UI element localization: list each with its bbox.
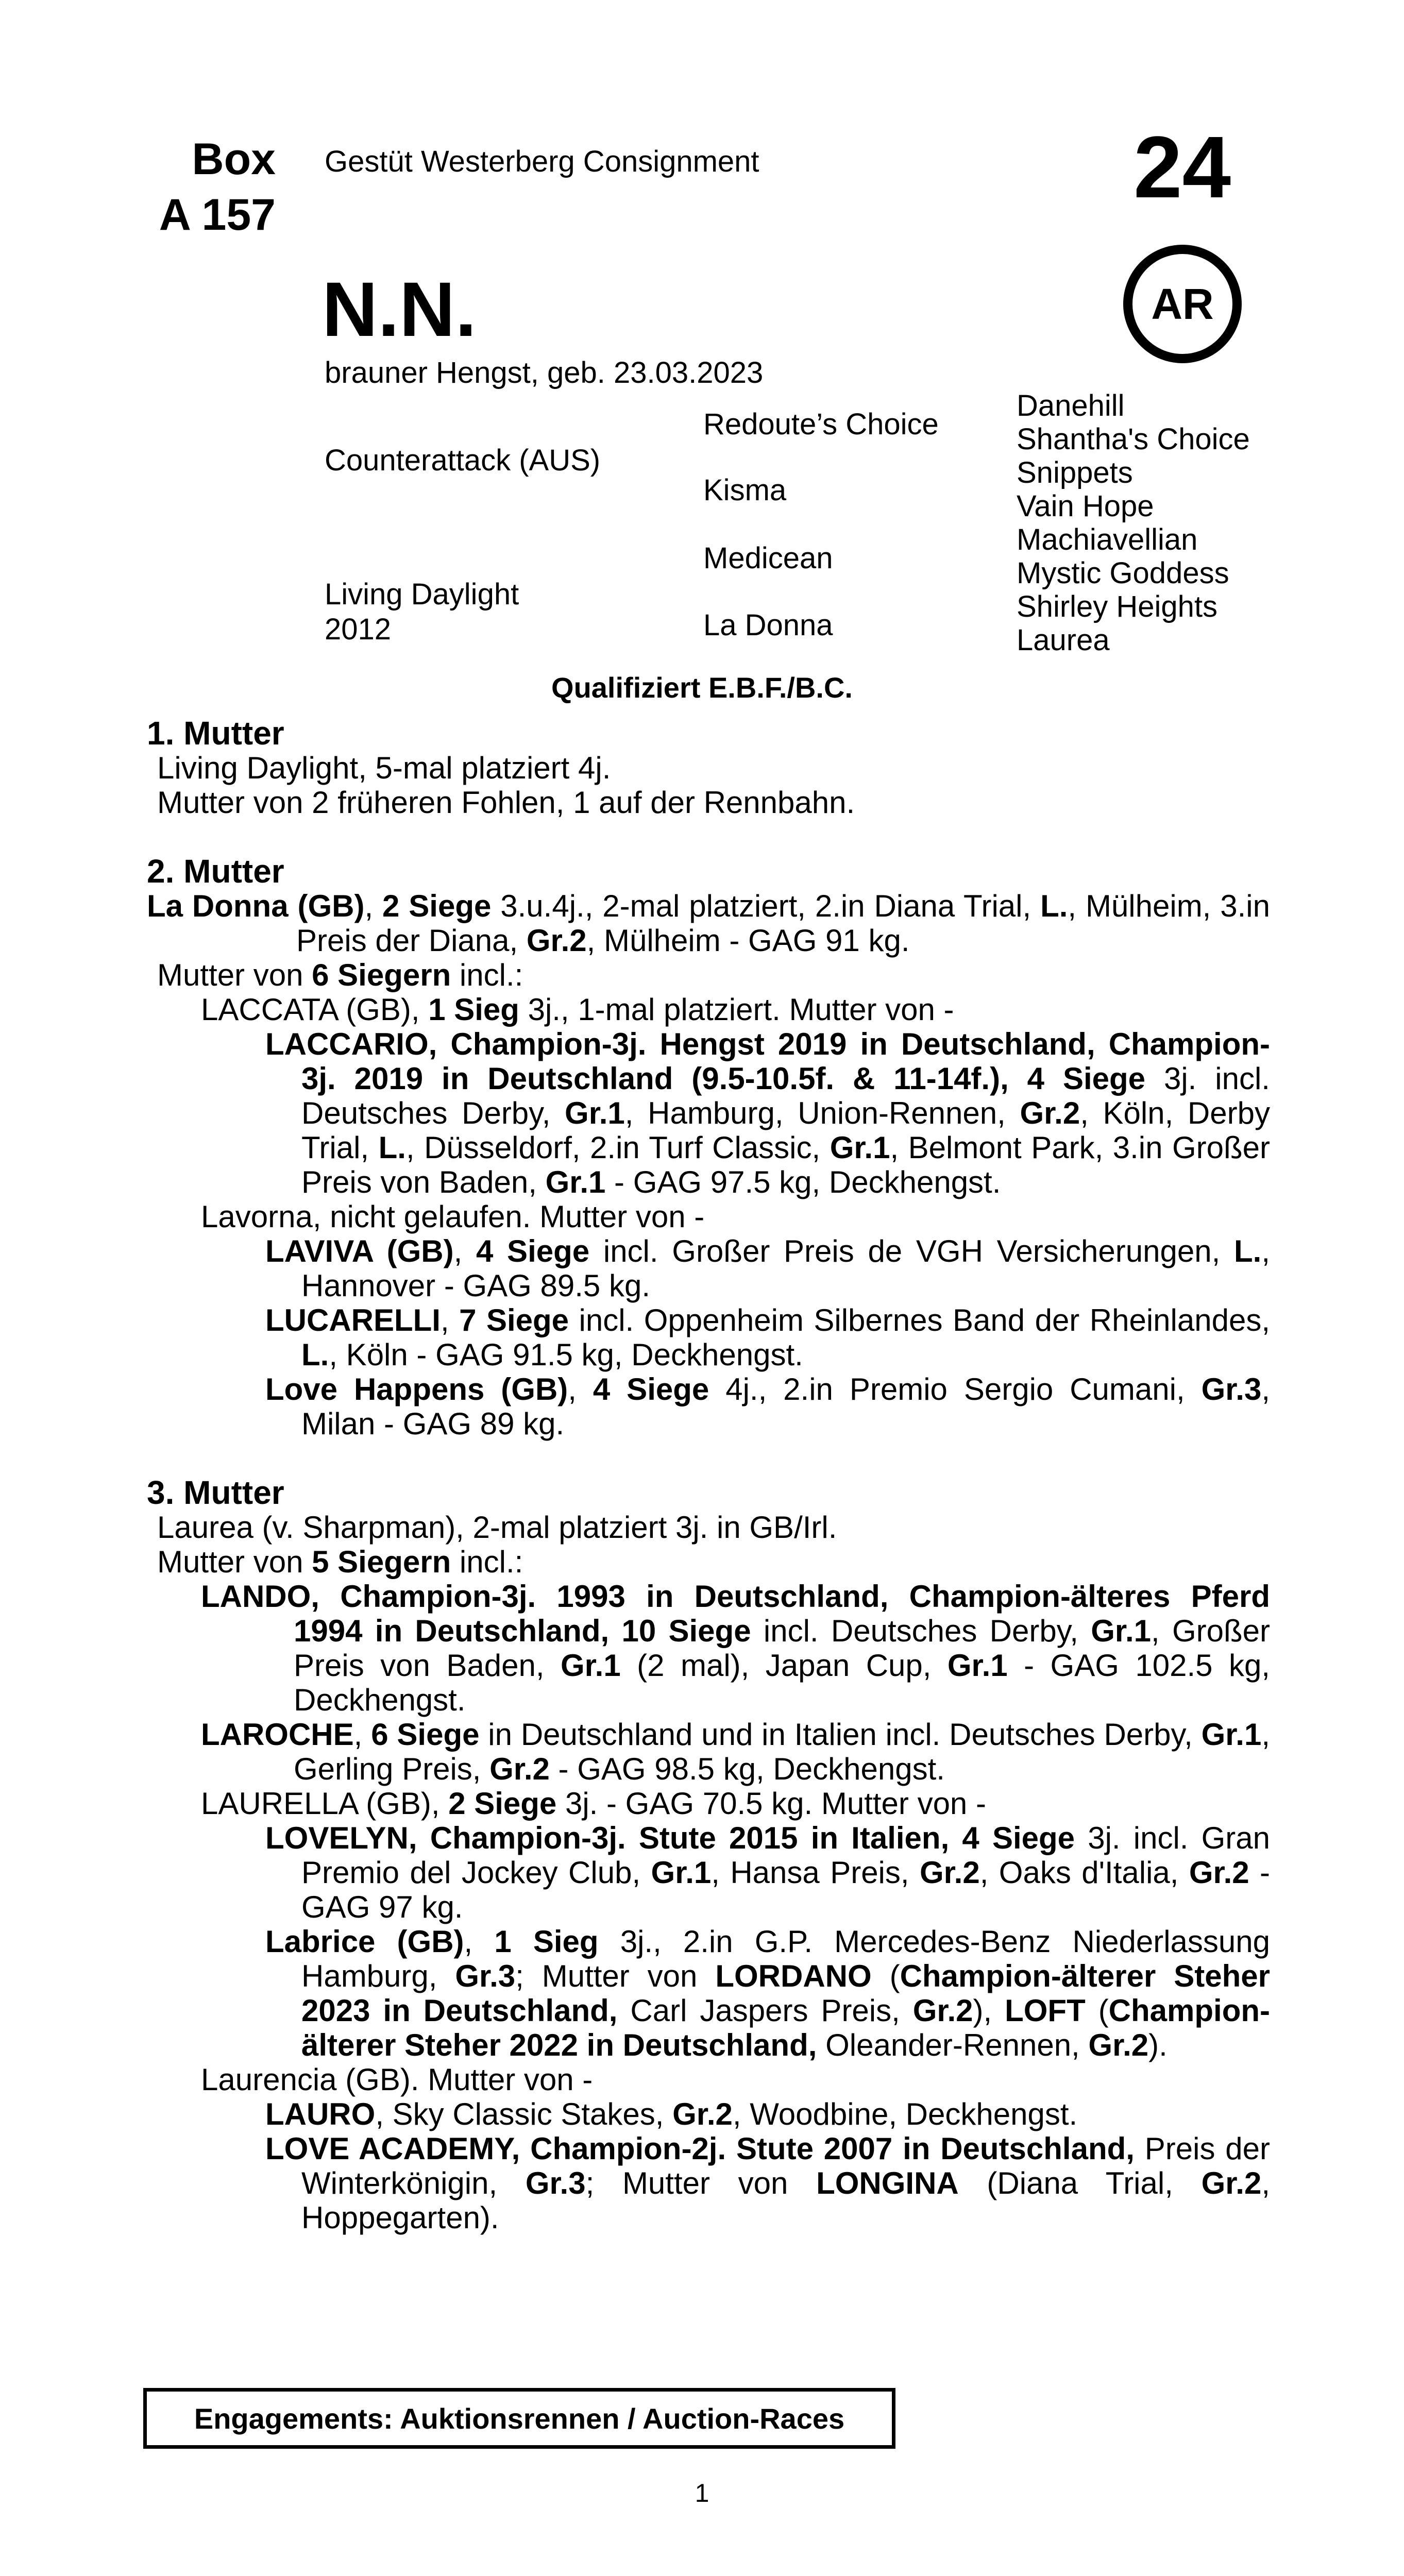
lavorna-entry: Lavorna, nicht gelaufen. Mutter von - [201, 1199, 705, 1234]
pedigree-dam: Living Daylight [325, 578, 519, 611]
love-happens-entry: Love Happens (GB), 4 Siege 4j., 2.in Premio Sergio Cumani, Gr.3, Milan - GAG 89 kg. [265, 1372, 1270, 1441]
second-dam-entry: La Donna (GB), 2 Siege 3.u.4j., 2-mal platziert, 2.in Diana Trial, L., Mülheim, 3.in Preis der Diana, Gr.2, Mülheim - GAG 91 kg. [147, 889, 1270, 958]
box-line2: A 157 [159, 190, 276, 240]
qualification: Qualifiziert E.B.F./B.C. [551, 671, 853, 704]
page-number: 1 [695, 2479, 709, 2507]
second-dam-produce: Mutter von 6 Siegern incl.: [157, 958, 523, 992]
g3-ancestor: Shirley Heights [1017, 590, 1218, 623]
laccario-entry: LACCARIO, Champion-3j. Hengst 2019 in Deutschland, Champion-3j. 2019 in Deutschland (9.5-10.5f. & 11-14f.), 4 Siege 3j. incl. Deutsches Derby, Gr.1, Hamburg, Union-Rennen, Gr.2, Köln, Derby Trial, L., Düsseldorf, 2.in Turf Classic, Gr.1, Belmont Park, 3.in Großer Preis von Baden, Gr.1 - GAG 97.5 kg, Deckhengst. [265, 1027, 1270, 1199]
horse-name: N.N. [322, 266, 477, 352]
third-dam-line: Laurea (v. Sharpman), 2-mal platziert 3j. in GB/Irl. [157, 1510, 837, 1545]
lucarelli-entry: LUCARELLI, 7 Siege incl. Oppenheim Silbernes Band der Rheinlandes, L., Köln - GAG 91.5 kg, Deckhengst. [265, 1303, 1271, 1372]
love-academy-entry: LOVE ACADEMY, Champion-2j. Stute 2007 in Deutschland, Preis der Winterkönigin, Gr.3; Mutter von LONGINA (Diana Trial, Gr.2, Hoppegarten). [265, 2131, 1270, 2235]
g3-ancestor: Mystic Goddess [1017, 556, 1229, 590]
g3-ancestor: Snippets [1017, 456, 1133, 489]
engagements-box [143, 2388, 895, 2449]
engagements-text: Engagements: Auktionsrennen / Auction-Races [194, 2402, 845, 2435]
g3-ancestor: Laurea [1017, 623, 1110, 657]
pedigree-sire-sire: Redoute’s Choice [703, 408, 939, 441]
first-dam-line: Living Daylight, 5-mal platziert 4j. [157, 751, 611, 785]
family-section [147, 716, 1270, 2235]
first-dam-line: Mutter von 2 früheren Fohlen, 1 auf der Rennbahn. [157, 785, 855, 820]
consignor: Gestüt Westerberg Consignment [325, 145, 759, 178]
ar-badge-text: AR [1151, 279, 1214, 328]
box-line1: Box [192, 134, 276, 184]
g3-ancestor: Shantha's Choice [1017, 422, 1250, 456]
lando-entry: LANDO, Champion-3j. 1993 in Deutschland, Champion-älteres Pferd 1994 in Deutschland, 10 Siege incl. Deutsches Derby, Gr.1, Großer Preis von Baden, Gr.1 (2 mal), Japan Cup, Gr.1 - GAG 102.5 kg, Deckhengst. [201, 1579, 1270, 1717]
laviva-entry: LAVIVA (GB), 4 Siege incl. Großer Preis de VGH Versicherungen, L., Hannover - GAG 89.5 kg. [265, 1234, 1270, 1303]
pedigree-sire-dam: Kisma [703, 473, 787, 507]
third-dam-produce: Mutter von 5 Siegern incl.: [157, 1545, 523, 1579]
labrice-entry: Labrice (GB), 1 Sieg 3j., 2.in G.P. Mercedes-Benz Niederlassung Hamburg, Gr.3; Mutter von LORDANO (Champion-älterer Steher 2023 in Deutschland, Carl Jaspers Preis, Gr.2), LOFT (Champion-älterer Steher 2022 in Deutschland, Oleander-Rennen, Gr.2). [265, 1924, 1271, 2062]
laccata-entry: LACCATA (GB), 1 Sieg 3j., 1-mal platziert. Mutter von - [201, 992, 954, 1027]
pedigree-dam-year: 2012 [325, 613, 392, 646]
pedigree-dam-dam: La Donna [703, 608, 833, 642]
lot-number: 24 [1134, 118, 1231, 216]
horse-description: brauner Hengst, geb. 23.03.2023 [325, 356, 764, 389]
ar-badge [1123, 245, 1242, 363]
laurella-entry: LAURELLA (GB), 2 Siege 3j. - GAG 70.5 kg. Mutter von - [201, 1786, 986, 1821]
g3-ancestor: Danehill [1017, 389, 1125, 422]
pedigree-dam-sire: Medicean [703, 541, 833, 575]
box-label [134, 131, 276, 243]
lauro-entry: LAURO, Sky Classic Stakes, Gr.2, Woodbine, Deckhengst. [265, 2097, 1078, 2131]
g3-ancestor: Vain Hope [1017, 489, 1154, 523]
laurencia-entry: Laurencia (GB). Mutter von - [201, 2062, 593, 2097]
pedigree-sire: Counterattack (AUS) [325, 444, 601, 477]
g3-ancestor: Machiavellian [1017, 523, 1198, 556]
pedigree-third-generation [1017, 389, 1250, 657]
third-dam-heading: 3. Mutter [147, 1474, 284, 1511]
first-dam-heading: 1. Mutter [147, 715, 284, 752]
laroche-entry: LAROCHE, 6 Siege in Deutschland und in Italien incl. Deutsches Derby, Gr.1, Gerling Preis, Gr.2 - GAG 98.5 kg, Deckhengst. [201, 1717, 1270, 1786]
lovelyn-entry: LOVELYN, Champion-3j. Stute 2015 in Italien, 4 Siege 3j. incl. Gran Premio del Jockey Club, Gr.1, Hansa Preis, Gr.2, Oaks d'Italia, Gr.2 - GAG 97 kg. [265, 1821, 1271, 1924]
second-dam-heading: 2. Mutter [147, 853, 284, 890]
